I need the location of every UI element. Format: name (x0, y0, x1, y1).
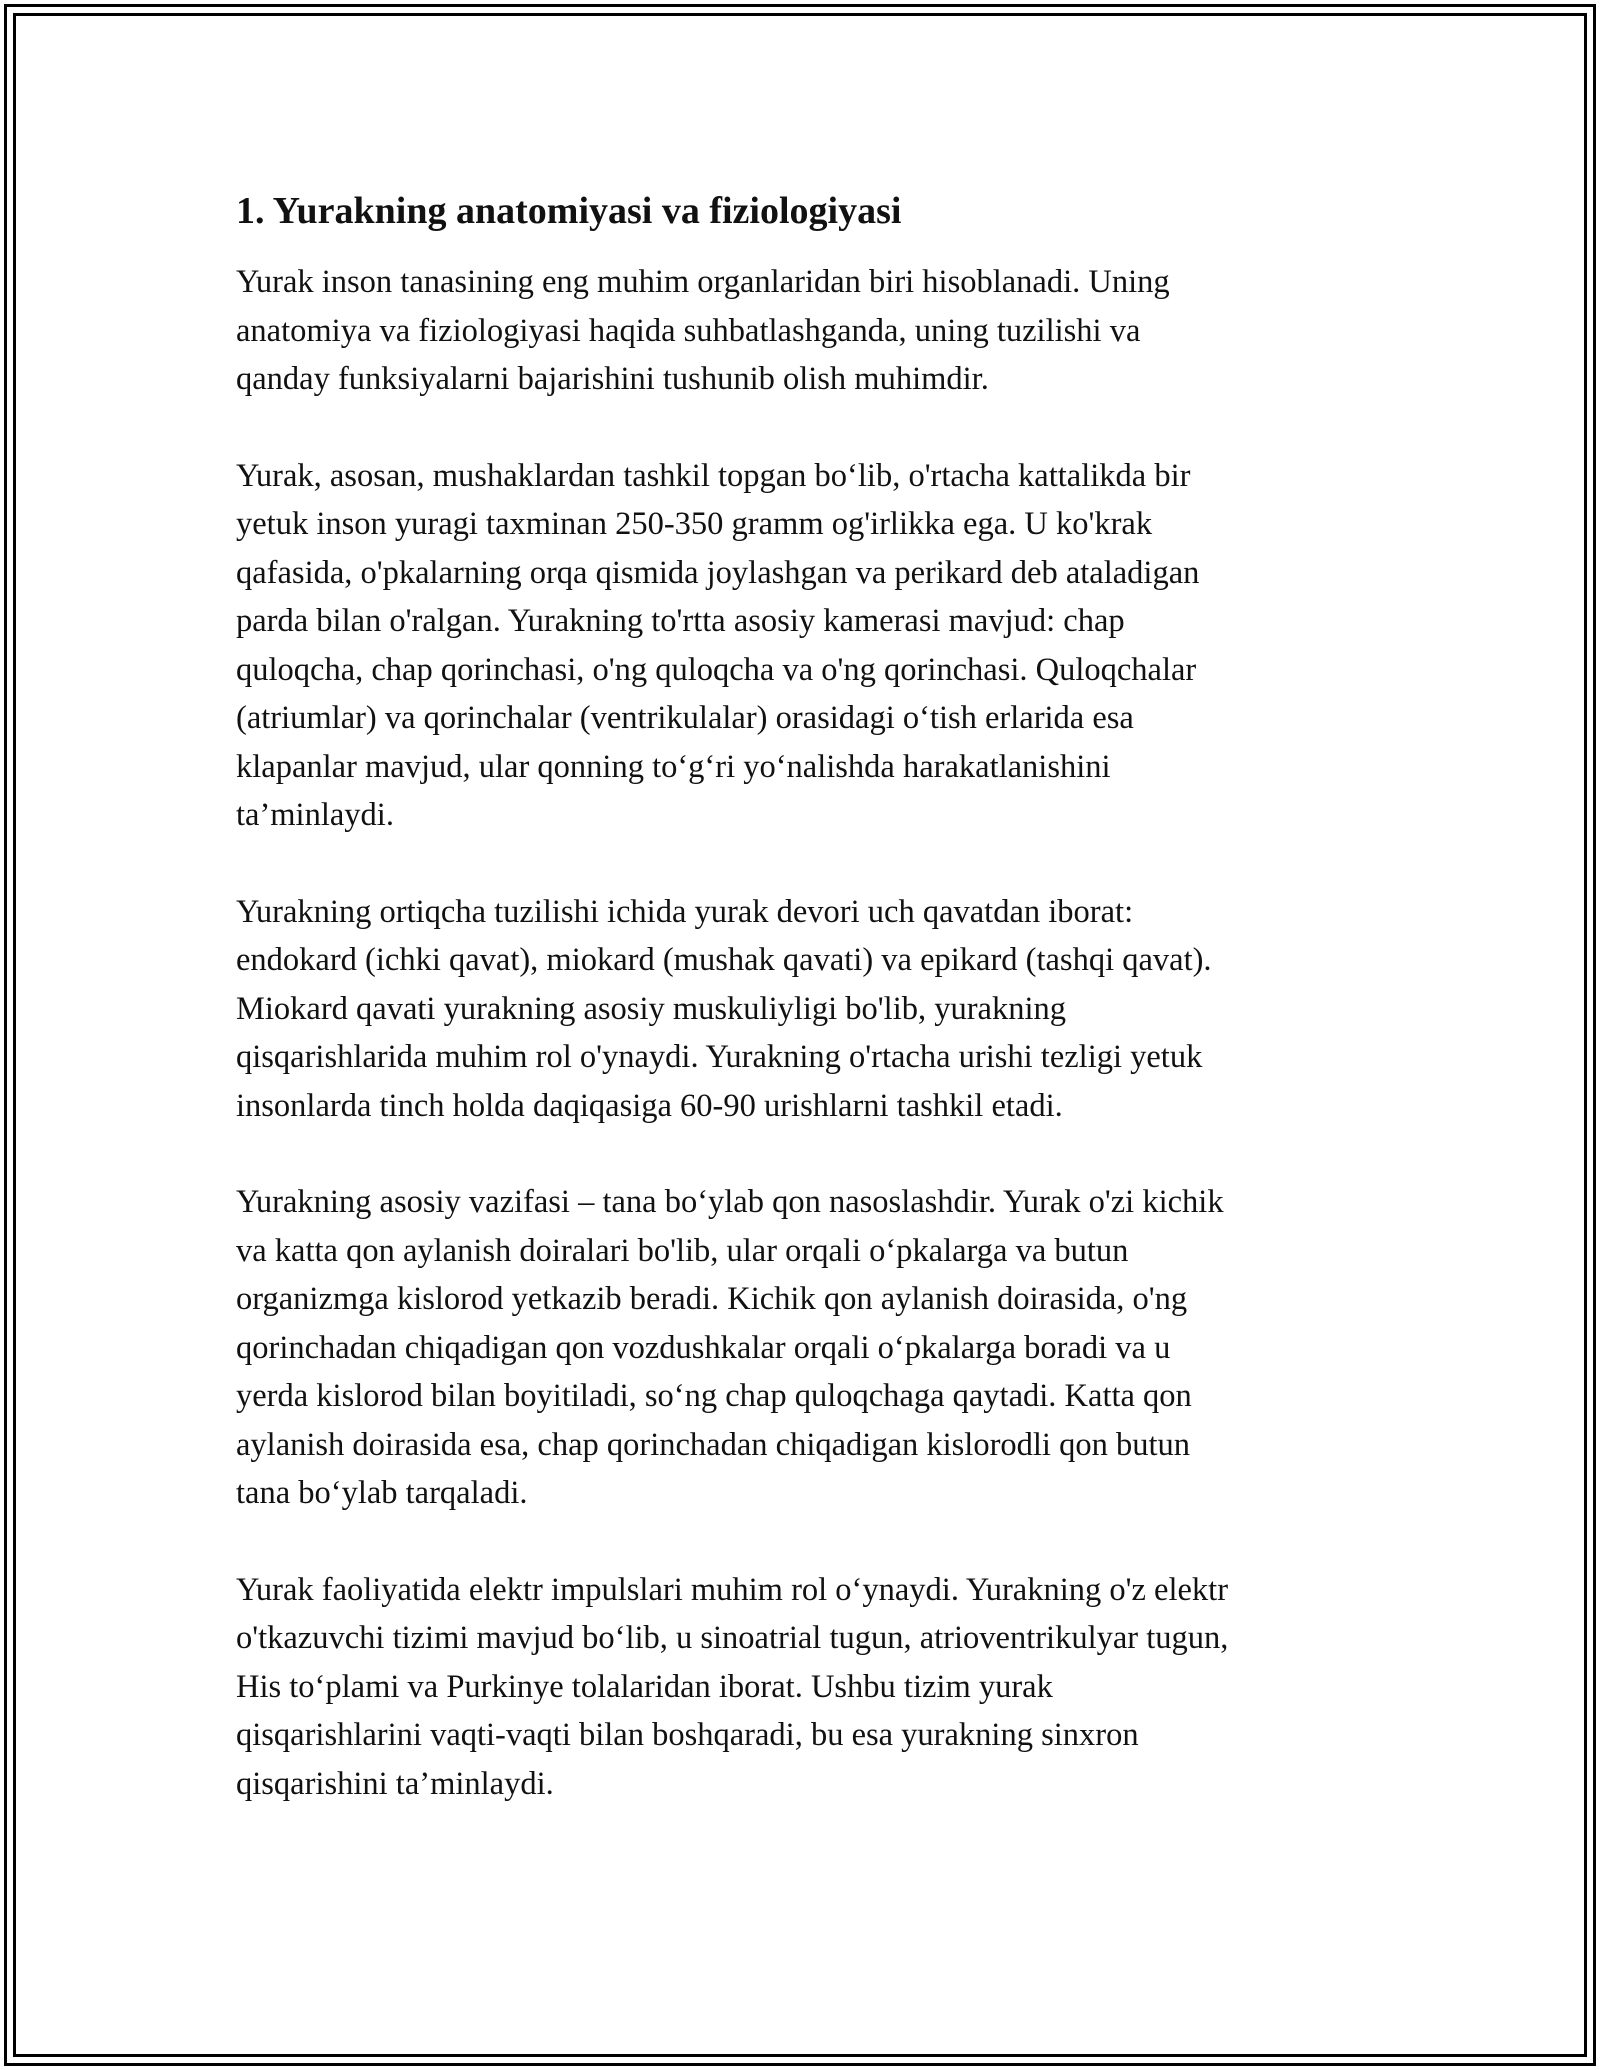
text-line: qafasida, o'pkalarning orqa qismida joylashgan va perikard deb ataladigan (236, 554, 1200, 591)
text-line: ta’minlaydi. (236, 797, 394, 833)
text-line: endokard (ichki qavat), miokard (mushak qavati) va epikard (tashqi qavat). (236, 942, 1212, 978)
text-line: qisqarishini ta’minlaydi. (236, 1765, 554, 1802)
text-line: tana bo‘ylab tarqaladi. (236, 1475, 528, 1511)
text-line: yerda kislorod bilan boyitiladi, so‘ng chap quloqchaga qaytadi. Katta qon (236, 1378, 1192, 1414)
section-heading: 1. Yurakning anatomiyasi va fiziologiyasi (236, 190, 902, 232)
text-line: Yurak, asosan, mushaklardan tashkil topgan bo‘lib, o'rtacha kattalikda bir (236, 457, 1191, 494)
text-line: anatomiya va fiziologiyasi haqida suhbatlashganda, uning tuzilishi va (236, 312, 1141, 349)
paragraph-circulation (236, 1178, 1376, 1518)
paragraph-anatomy (236, 452, 1376, 840)
text-line: va katta qon aylanish doiralari bo'lib, ular orqali o‘pkalarga va butun (236, 1232, 1129, 1269)
paragraph-conduction (236, 1566, 1376, 1809)
text-line: insonlarda tinch holda daqiqasiga 60-90 urishlarni tashkil etadi. (236, 1087, 1063, 1124)
paragraph-intro (236, 258, 1376, 404)
text-line: qisqarishlarida muhim rol o'ynaydi. Yurakning o'rtacha urishi tezligi yetuk (236, 1039, 1203, 1075)
text-line: Yurak inson tanasining eng muhim organlaridan biri hisoblanadi. Uning (236, 264, 1170, 300)
text-line: organizmga kislorod yetkazib beradi. Kichik qon aylanish doirasida, o'ng (236, 1281, 1188, 1317)
text-line: aylanish doirasida esa, chap qorinchadan chiqadigan kislorodli qon butun (236, 1426, 1190, 1463)
text-line: Yurakning asosiy vazifasi – tana bo‘ylab qon nasoslashdir. Yurak o'zi kichik (236, 1184, 1224, 1220)
text-line: parda bilan o'ralgan. Yurakning to'rtta asosiy kamerasi mavjud: chap (236, 603, 1125, 639)
text-line: o'tkazuvchi tizimi mavjud bo‘lib, u sinoatrial tugun, atrioventrikulyar tugun, (236, 1620, 1229, 1656)
text-line: yetuk inson yuragi taxminan 250-350 gramm og'irlikka ega. U ko'krak (236, 506, 1153, 542)
text-line: (atriumlar) va qorinchalar (ventrikulalar) orasidagi o‘tish erlarida esa (236, 700, 1134, 736)
document-body (236, 186, 1376, 1856)
text-line: Miokard qavati yurakning asosiy muskuliyligi bo'lib, yurakning (236, 990, 1067, 1027)
paragraph-wall-layers (236, 888, 1376, 1131)
text-line: klapanlar mavjud, ular qonning to‘g‘ri yo‘nalishda harakatlanishini (236, 748, 1111, 785)
text-line: His to‘plami va Purkinye tolalaridan iborat. Ushbu tizim yurak (236, 1668, 1053, 1705)
text-line: Yurak faoliyatida elektr impulslari muhim rol o‘ynaydi. Yurakning o'z elektr (236, 1571, 1229, 1608)
text-line: qanday funksiyalarni bajarishini tushunib olish muhimdir. (236, 361, 989, 397)
text-line: Yurakning ortiqcha tuzilishi ichida yurak devori uch qavatdan iborat: (236, 893, 1134, 930)
text-line: quloqcha, chap qorinchasi, o'ng quloqcha va o'ng qorinchasi. Quloqchalar (236, 651, 1197, 688)
text-line: qorinchadan chiqadigan qon vozdushkalar orqali o‘pkalarga boradi va u (236, 1329, 1171, 1366)
text-line: qisqarishlarini vaqti-vaqti bilan boshqaradi, bu esa yurakning sinxron (236, 1717, 1139, 1753)
